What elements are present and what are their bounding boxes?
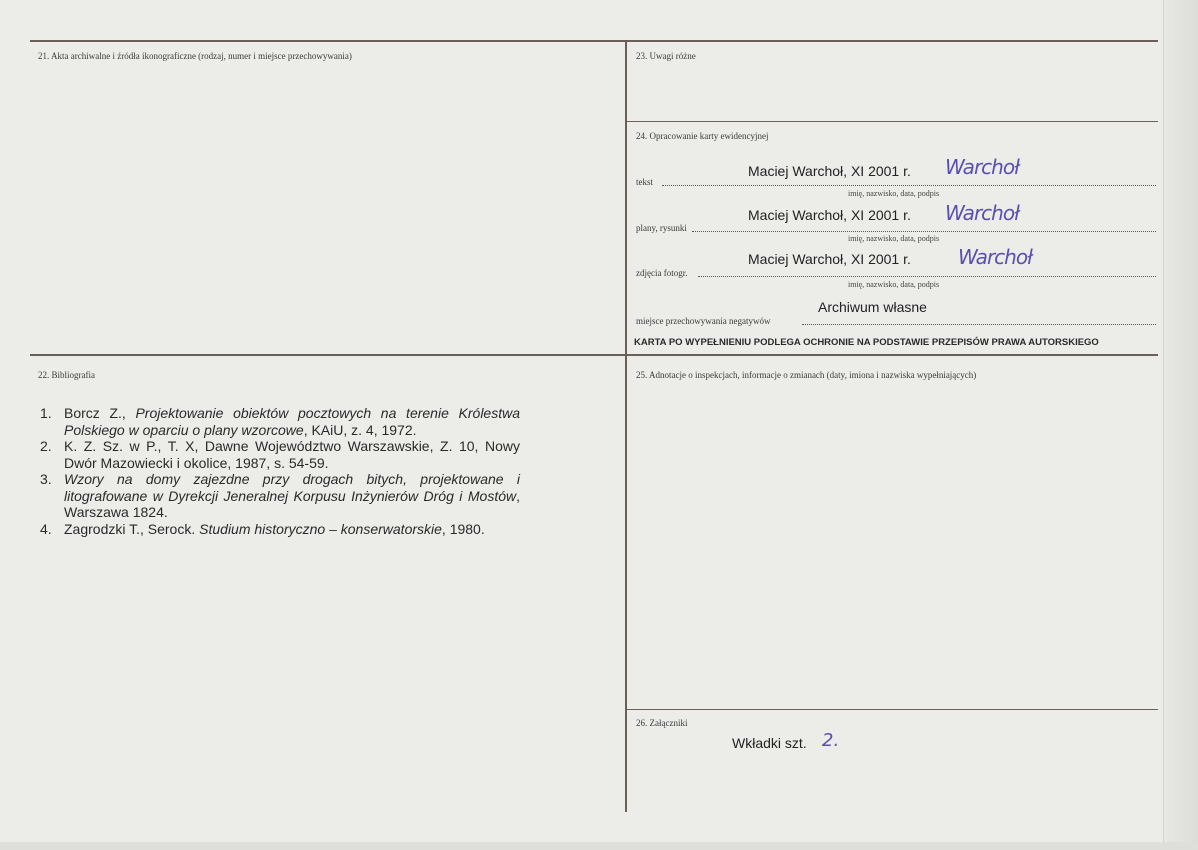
- photos-author-signature: Warchoł: [958, 245, 1032, 269]
- attachments-count-handwritten: 2.: [822, 730, 840, 751]
- bibliography-item-title: Projektowanie obiektów pocztowych na terenie Królestwa Polskiego w oparciu o plany wzorcowe: [64, 405, 520, 438]
- paper-edge: [1163, 0, 1198, 850]
- bibliography-item-author: Borcz Z.,: [64, 405, 136, 421]
- copyright-notice: KARTA PO WYPEŁNIENIU PODLEGA OCHRONIE NA PODSTAWIE PRZEPISÓW PRAWA AUTORSKIEGO: [634, 337, 1099, 348]
- bibliography-item-source: , KAiU, z. 4, 1972.: [303, 421, 417, 438]
- text-author-signature: Warchoł: [945, 155, 1019, 179]
- text-author-dotline: [662, 185, 1156, 186]
- bibliography-item-number: 4.: [40, 520, 52, 537]
- paper-edge-bottom: [0, 842, 1198, 850]
- plans-author-dotline: [692, 231, 1156, 232]
- negatives-label: miejsce przechowywania negatywów: [636, 316, 771, 326]
- negatives-value: Archiwum własne: [818, 299, 927, 315]
- bibliography-item-text: [64, 405, 520, 438]
- bibliography-item-number: 1.: [40, 405, 52, 421]
- section-24-label: 24. Opracowanie karty ewidencyjnej: [636, 131, 769, 141]
- plans-author-label: plany, rysunki: [636, 223, 687, 233]
- bibliography-item: [40, 471, 520, 521]
- section-25-bottom-border: [625, 709, 1158, 710]
- bibliography-item: [40, 521, 520, 538]
- plans-author-caption: imię, nazwisko, data, podpis: [848, 234, 940, 243]
- photos-author-caption: imię, nazwisko, data, podpis: [848, 280, 940, 289]
- top-border: [30, 40, 1158, 42]
- section-23-label: 23. Uwagi różne: [636, 51, 696, 61]
- bibliography-item: [40, 405, 520, 438]
- section-21-label: 21. Akta archiwalne i źródła ikonograficzne (rodzaj, numer i miejsce przechowywania): [38, 51, 352, 61]
- photos-author-value: Maciej Warchoł, XI 2001 r.: [748, 251, 911, 267]
- bibliography-item: [40, 438, 520, 471]
- negatives-dotline: [802, 324, 1156, 325]
- bibliography-list: [40, 405, 520, 537]
- middle-border: [30, 354, 1158, 356]
- bibliography-item-source: , 1980.: [441, 520, 485, 537]
- section-22-label: 22. Bibliografia: [38, 370, 95, 380]
- section-25-label: 25. Adnotacje o inspekcjach, informacje o zmianach (daty, imiona i nazwiska wypełniających): [636, 370, 977, 380]
- bibliography-item-title: Wzory na domy zajezdne przy drogach bitych, projektowane i litografowane w Dyrekcji Jeneralnej Korpusu Inżynierów Dróg i Mostów: [64, 471, 520, 504]
- bibliography-item-text: [64, 438, 520, 471]
- attachments-value: Wkładki szt.: [732, 735, 807, 751]
- bibliography-item-author: Zagrodzki T., Serock.: [64, 520, 200, 537]
- section-26-label: 26. Załączniki: [636, 718, 688, 728]
- vertical-divider: [625, 40, 627, 812]
- plans-author-signature: Warchoł: [945, 201, 1019, 225]
- text-author-caption: imię, nazwisko, data, podpis: [848, 189, 940, 198]
- bibliography-item-title: Studium historyczno – konserwatorskie: [199, 520, 442, 537]
- photos-author-dotline: [698, 276, 1156, 277]
- bibliography-item-text: [64, 471, 520, 521]
- bibliography-item-author: K. Z. Sz. w P., T. X, Dawne Województwo Warszawskie, Z. 10, Nowy Dwór Mazowiecki i okolice, 1987, s. 54-59.: [64, 438, 520, 471]
- bibliography-item-source: , Warszawa 1824.: [64, 487, 520, 520]
- text-author-value: Maciej Warchoł, XI 2001 r.: [748, 163, 911, 179]
- bibliography-item-number: 3.: [40, 471, 52, 487]
- plans-author-value: Maciej Warchoł, XI 2001 r.: [748, 207, 911, 223]
- bibliography-item-text: [64, 521, 520, 538]
- section-23-bottom-border: [625, 121, 1158, 122]
- bibliography-item-number: 2.: [40, 438, 52, 454]
- text-author-label: tekst: [636, 177, 653, 187]
- photos-author-label: zdjęcia fotogr.: [636, 268, 688, 278]
